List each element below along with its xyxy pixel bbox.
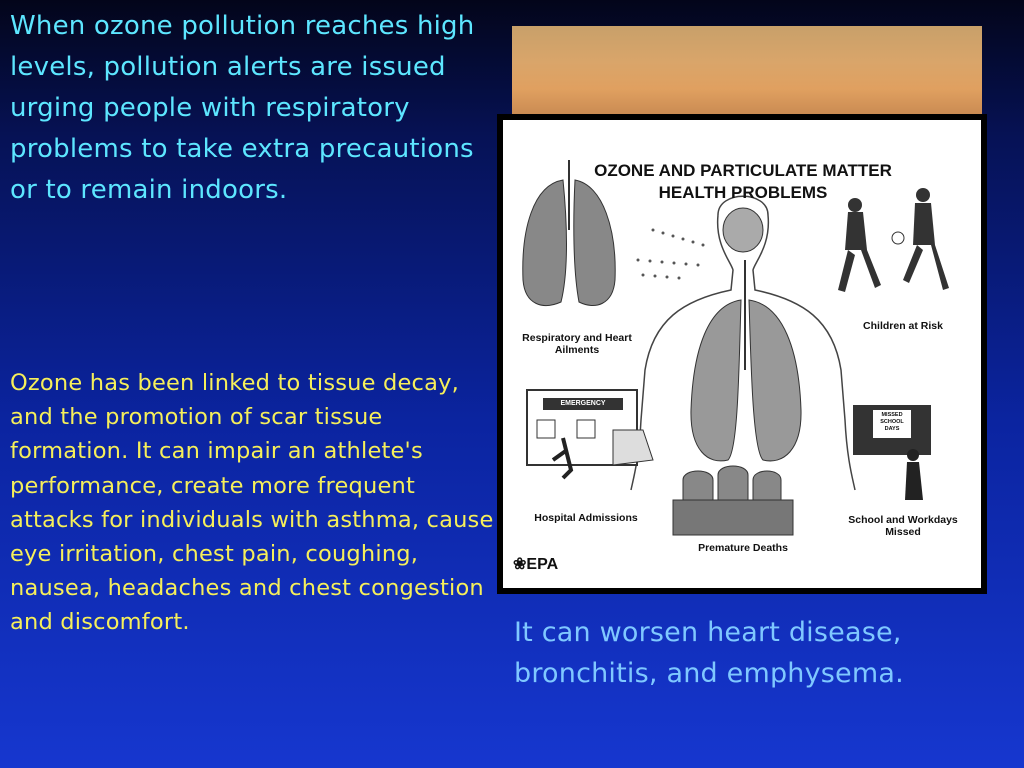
label-deaths: Premature Deaths [698,542,788,554]
heart-disease-paragraph: It can worsen heart disease, bronchitis, and emphysema. [514,617,904,689]
diagram-title-line1: OZONE AND PARTICULATE MATTER [594,161,892,180]
label-school: School and Workdays Missed [848,514,958,538]
label-children: Children at Risk [863,320,943,332]
health-problems-diagram [503,120,981,588]
health-problems-diagram-frame [497,114,987,594]
chalkboard-text: MISSED SCHOOL DAYS [880,412,904,432]
ozone-effects-paragraph: Ozone has been linked to tissue decay, and the promotion of scar tissue formation. It can impair an athlete's performance, create more frequent attacks for individuals with asthma, cause eye irritation, chest pain, coughing, nausea, headaches and chest congestion and discomfort. [10,370,494,636]
epa-logo-text: EPA [526,556,559,573]
gravestones [673,466,793,535]
left-lung-small [523,180,567,306]
central-right-lung [749,300,801,461]
ambulance-label: EMERGENCY [560,400,606,407]
label-respiratory: Respiratory and Heart Ailments [522,332,632,356]
epa-logo: ❀EPA [513,556,559,573]
airway-head [723,208,763,252]
central-left-lung [691,300,741,461]
ozone-alert-paragraph: When ozone pollution reaches high levels, pollution alerts are issued urging people with respiratory problems to take extra precautions or to remain indoors. [10,11,475,205]
particle-dots [637,229,705,280]
label-hospital: Hospital Admissions [534,512,638,524]
diagram-title [563,160,923,204]
diagram-title-line2: HEALTH PROBLEMS [658,183,828,202]
sunset-photo [512,26,982,116]
